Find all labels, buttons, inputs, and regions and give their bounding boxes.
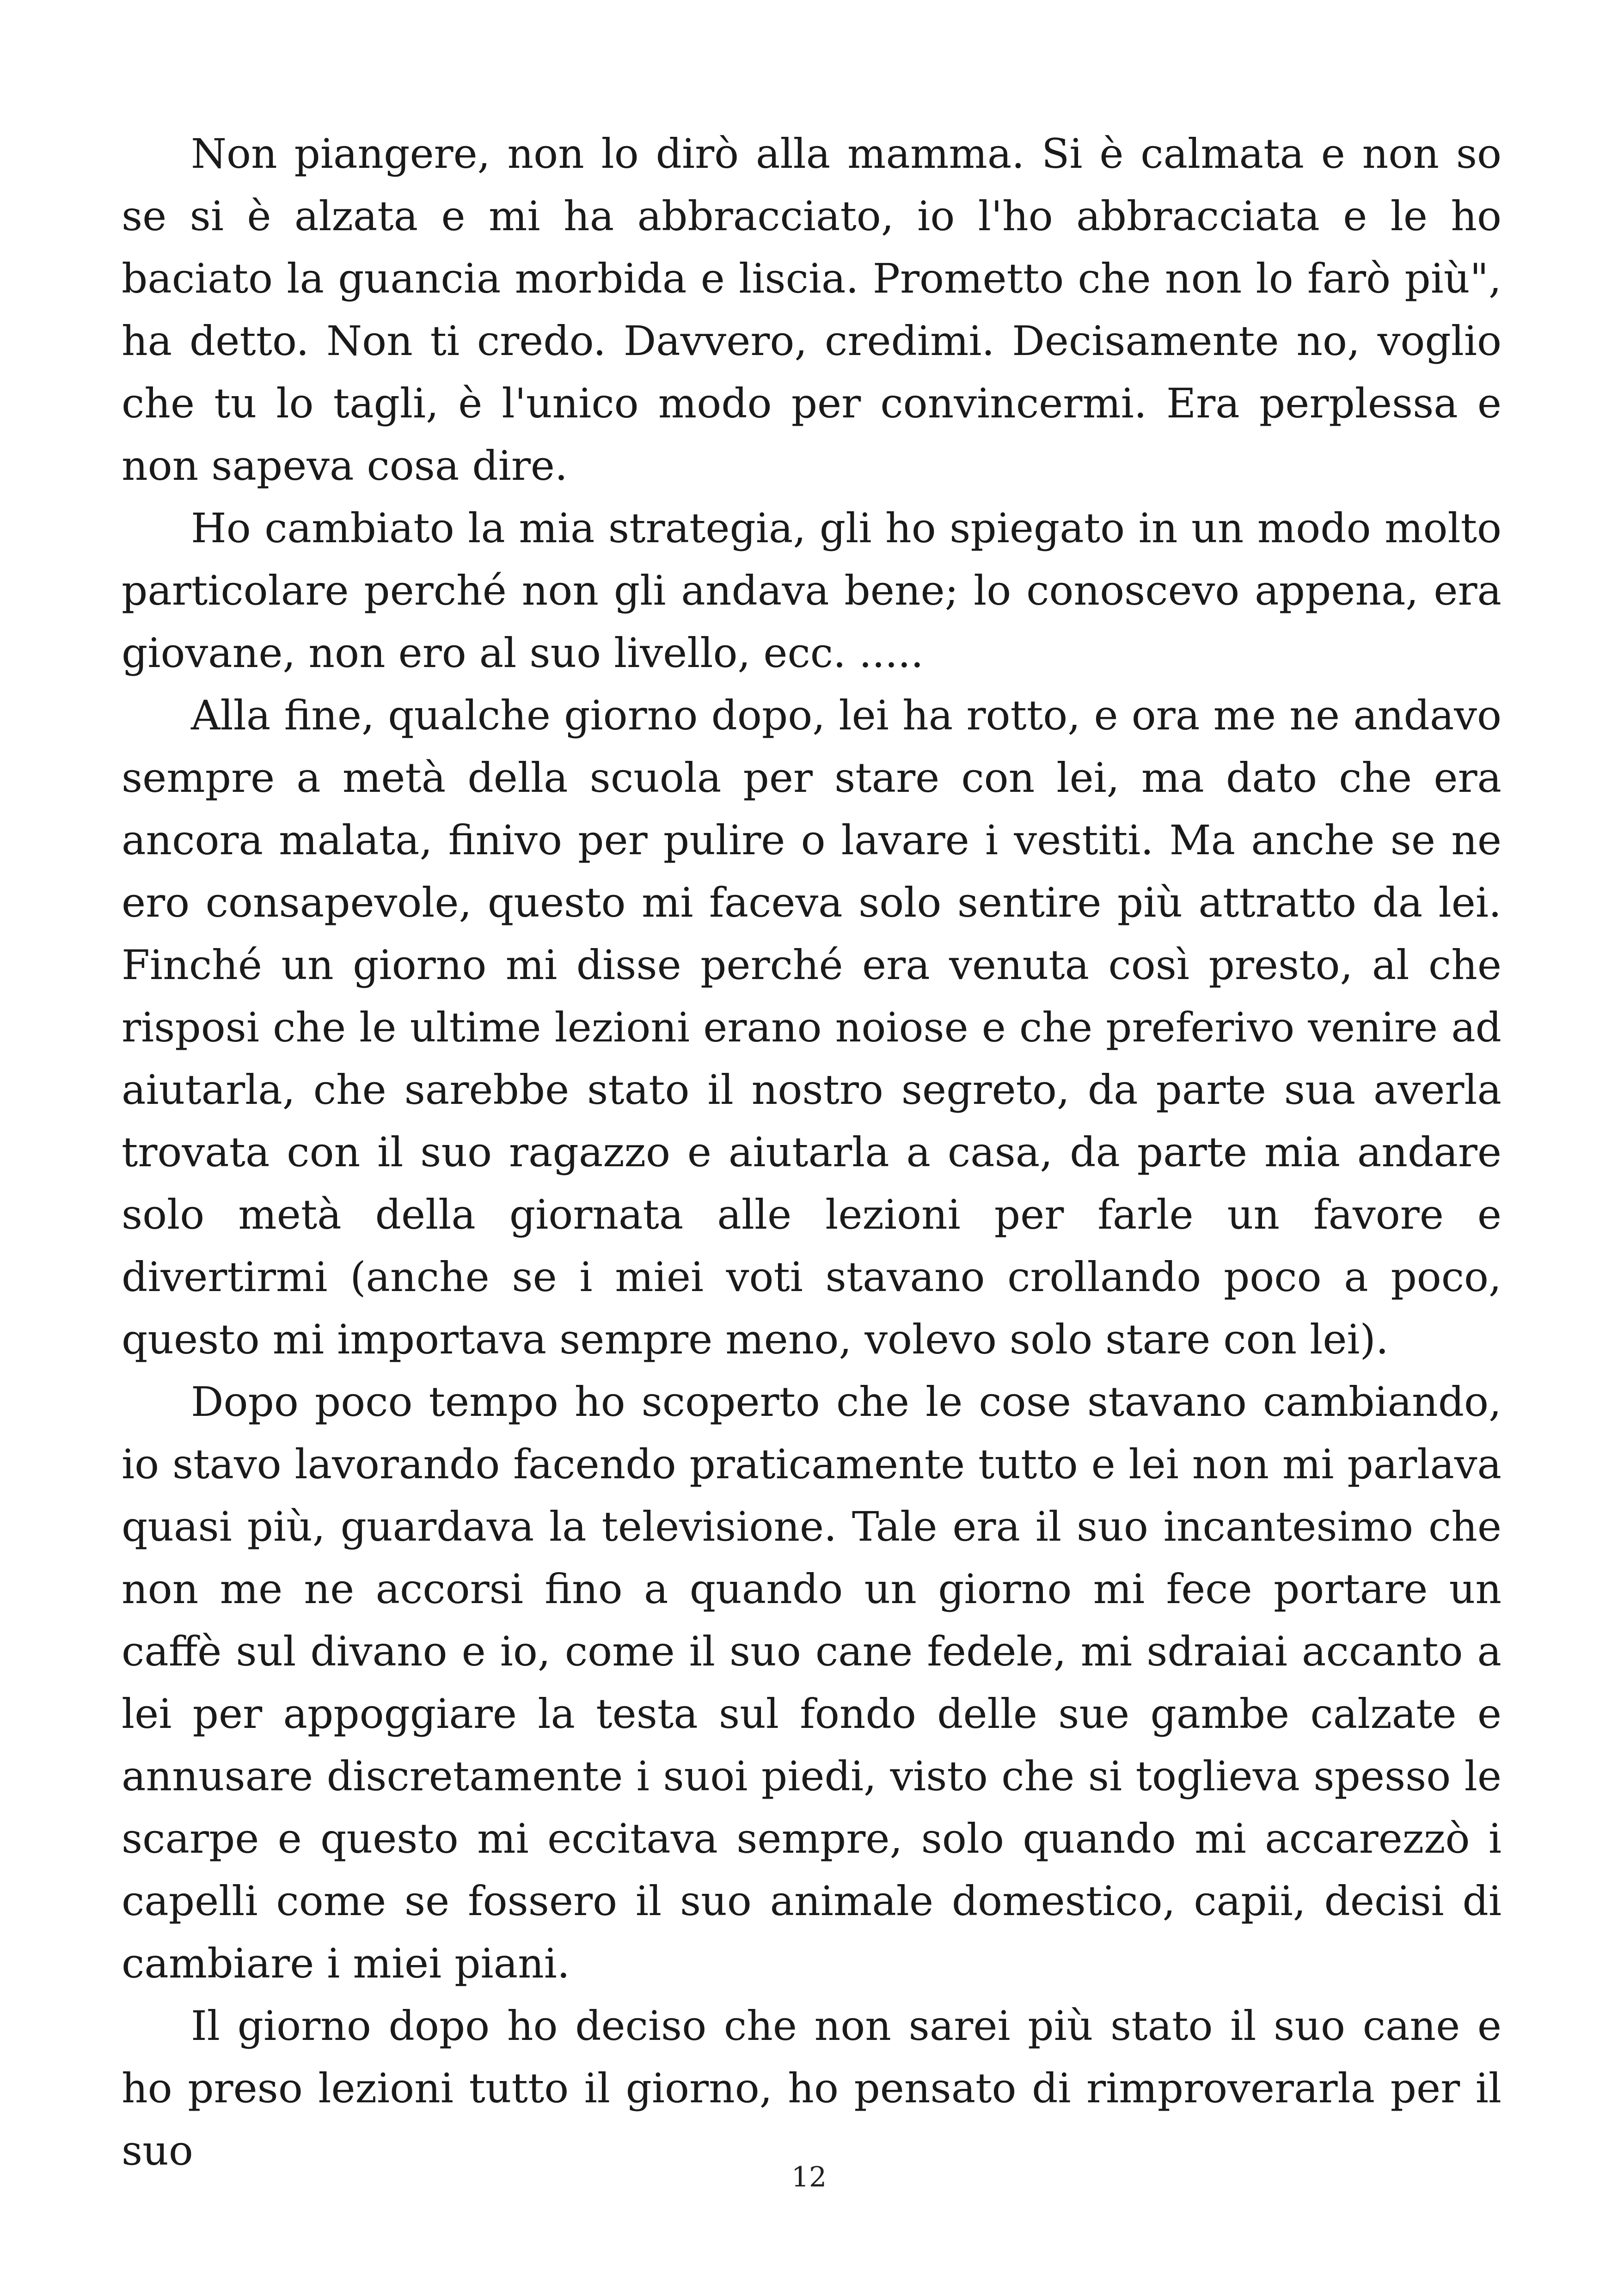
paragraph: Dopo poco tempo ho scoperto che le cose stavano cambiando, io stavo lavorando facendo praticamente tutto e lei non mi parlava quasi più, guardava la televisione. Tale era il suo incantesimo che non me ne accorsi fino a quando un giorno mi fece portare un caffè sul divano e io, come il suo cane fedele, mi sdraiai accanto a lei per appoggiare la testa sul fondo delle sue gambe calzate e annusare discretamente i suoi piedi, visto che si toglieva spesso le scarpe e questo mi eccitava sempre, solo quando mi accarezzò i capelli come se fossero il suo animale domestico, capii, decisi di cambiare i miei piani. [122, 1378, 1502, 1987]
body-text [122, 122, 1502, 2182]
paragraph: Ho cambiato la mia strategia, gli ho spiegato in un modo molto particolare perché non gli andava bene; lo conoscevo appena, era giovane, non ero al suo livello, ecc. ..... [122, 504, 1502, 677]
paragraph: Non piangere, non lo dirò alla mamma. Si è calmata e non so se si è alzata e mi ha abbracciato, io l'ho abbracciata e le ho baciato la guancia morbida e liscia. Prometto che non lo farò più", ha detto. Non ti credo. Davvero, credimi. Decisamente no, voglio che tu lo tagli, è l'unico modo per convincermi. Era perplessa e non sapeva cosa dire. [122, 130, 1502, 490]
paragraph: Alla fine, qualche giorno dopo, lei ha rotto, e ora me ne andavo sempre a metà della scuola per stare con lei, ma dato che era ancora malata, finivo per pulire o lavare i vestiti. Ma anche se ne ero consapevole, questo mi faceva solo sentire più attratto da lei. Finché un giorno mi disse perché era venuta così presto, al che risposi che le ultime lezioni erano noiose e che preferivo venire ad aiutarla, che sarebbe stato il nostro segreto, da parte sua averla trovata con il suo ragazzo e aiutarla a casa, da parte mia andare solo metà della giornata alle lezioni per farle un favore e divertirmi (anche se i miei voti stavano crollando poco a poco, questo mi importava sempre meno, volevo solo stare con lei). [122, 692, 1502, 1363]
page-number: 12 [791, 2161, 827, 2193]
paragraph: Il giorno dopo ho deciso che non sarei più stato il suo cane e ho preso lezioni tutto il giorno, ho pensato di rimproverarla per il suo [122, 2002, 1502, 2174]
